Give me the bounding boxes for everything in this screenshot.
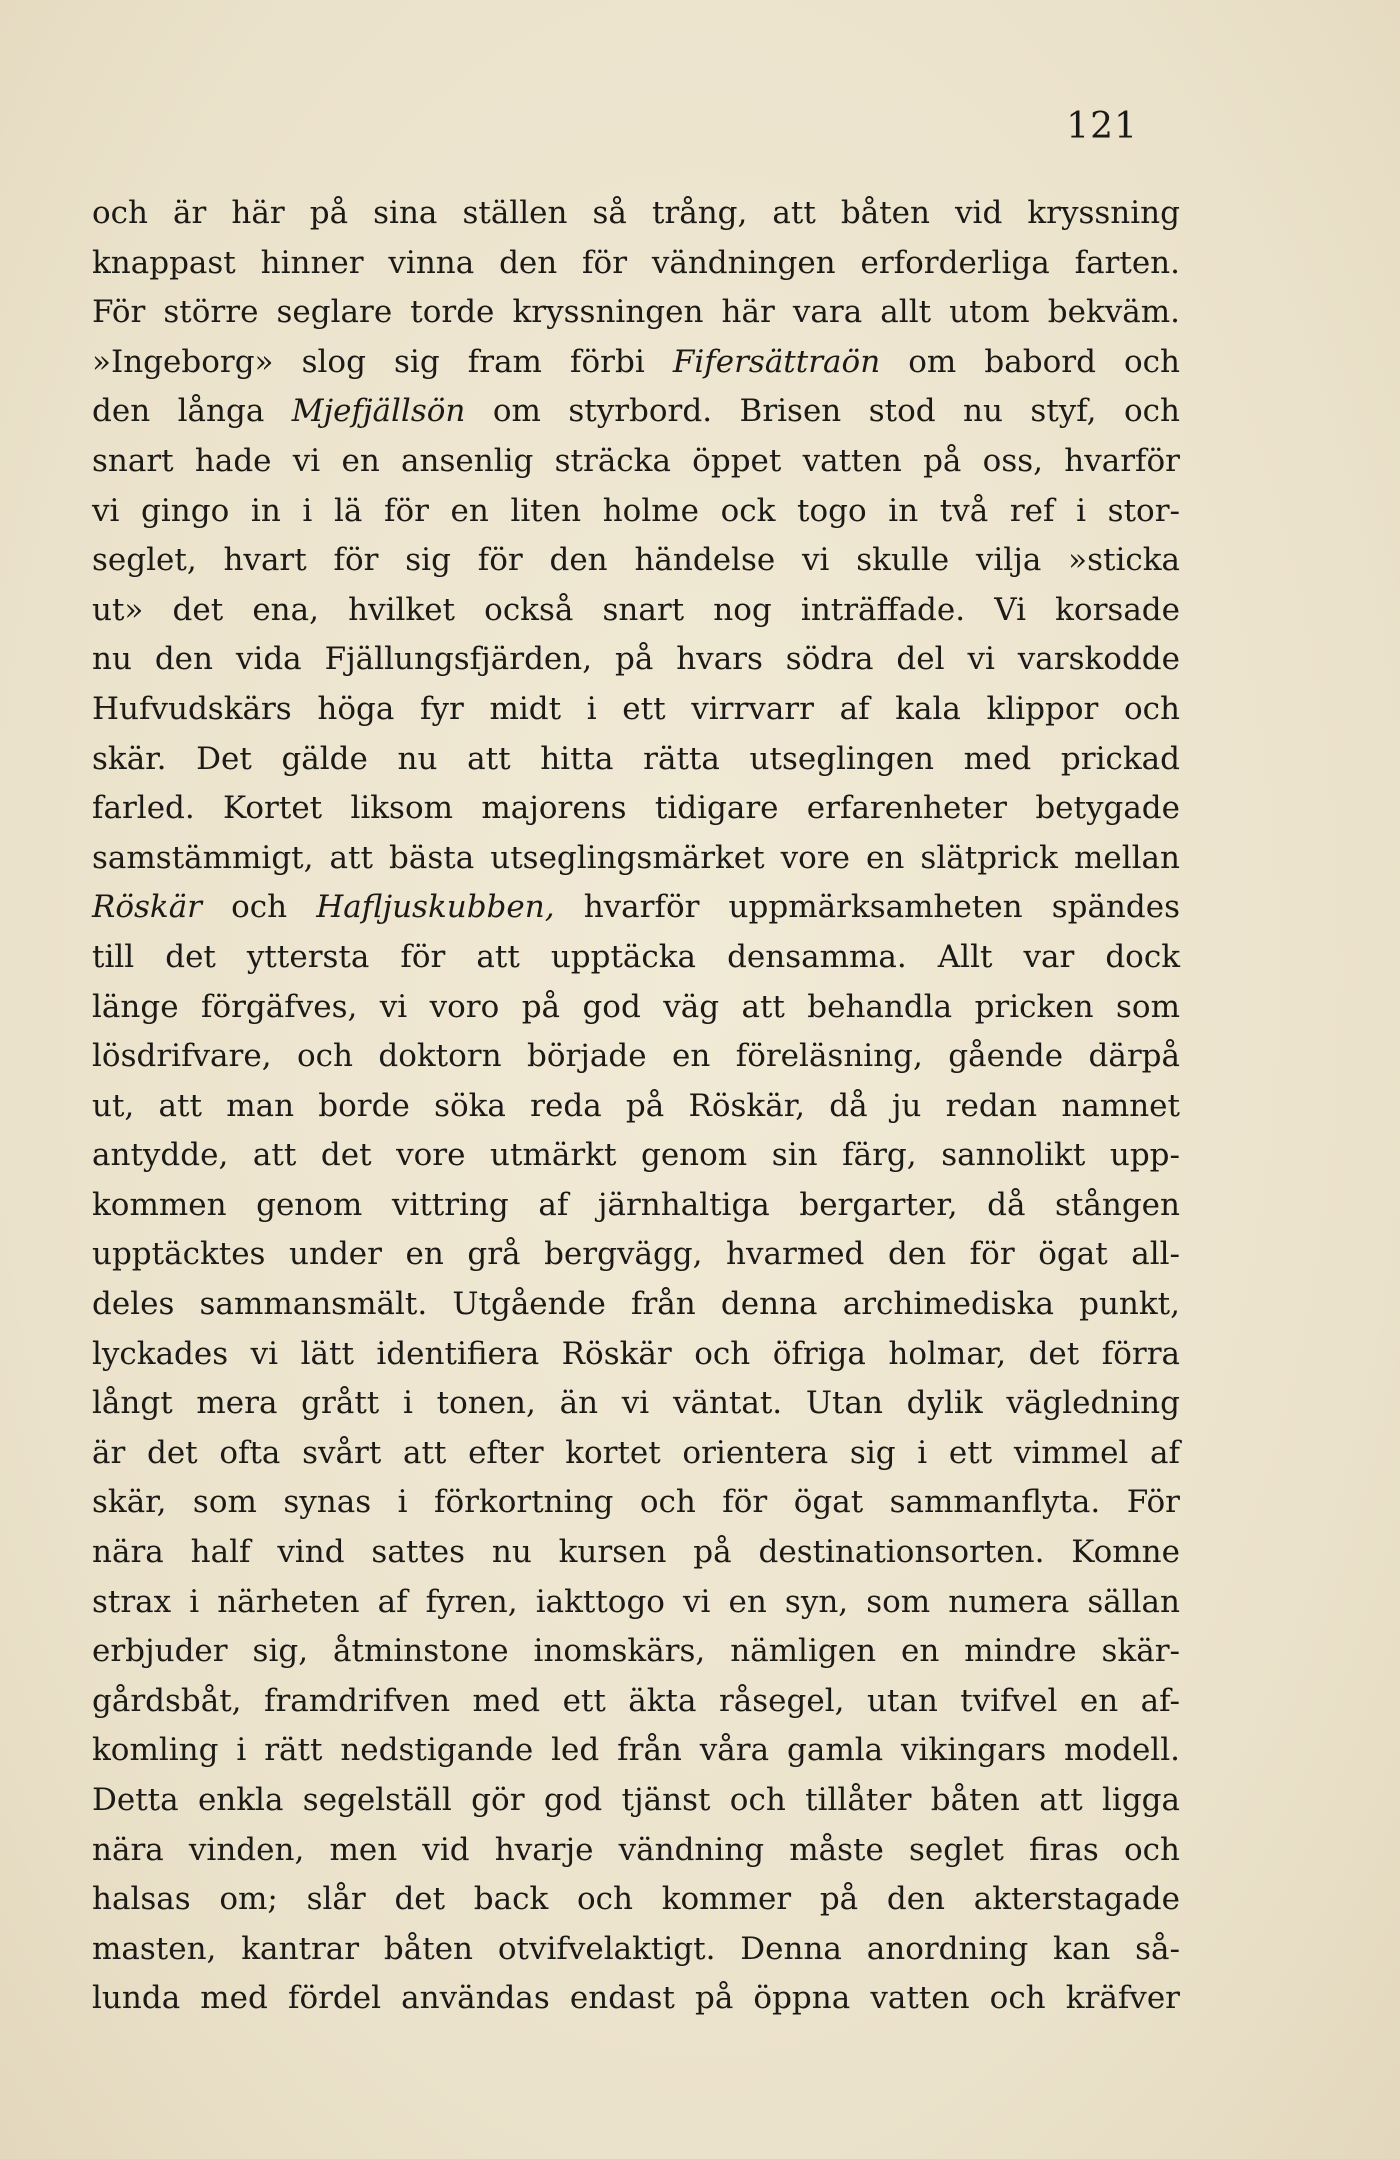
text-segment: strax i närheten af fyren, iakttogo vi en syn, som numera sällan: [92, 1583, 1180, 1620]
text-line: [92, 1478, 1180, 1528]
text-line: [92, 239, 1180, 289]
text-segment: kommen genom vittring af järnhaltiga bergarter, då stången: [92, 1186, 1180, 1223]
italic-place-name: Hafljuskubben,: [316, 889, 555, 926]
text-line: [92, 1032, 1180, 1082]
text-line: [92, 288, 1180, 338]
text-segment: Hufvudskärs höga fyr midt i ett virrvarr af kala klippor och: [92, 690, 1180, 727]
text-segment: lyckades vi lätt identifiera Röskär och öfriga holmar, det förra: [92, 1335, 1180, 1372]
text-line: [92, 586, 1180, 636]
text-segment: skär. Det gälde nu att hitta rätta utseglingen med prickad: [92, 740, 1180, 777]
text-line: [92, 1974, 1180, 2024]
body-text: [92, 189, 1180, 2024]
text-line: [92, 1330, 1180, 1380]
page-number: 121: [1066, 106, 1138, 147]
text-segment: lunda med fördel användas endast på öppna vatten och kräfver: [92, 1980, 1180, 2017]
italic-place-name: Röskär: [92, 889, 202, 926]
text-segment: är det ofta svårt att efter kortet orientera sig i ett vimmel af: [92, 1434, 1180, 1471]
text-segment: till det yttersta för att upptäcka densamma. Allt var dock: [92, 938, 1180, 975]
text-segment: vi gingo in i lä för en liten holme ock togo in två ref i stor-: [92, 492, 1180, 529]
text-line: [92, 1677, 1180, 1727]
text-segment: upptäcktes under en grå bergvägg, hvarmed den för ögat all-: [92, 1236, 1180, 1273]
text-line: [92, 1528, 1180, 1578]
text-segment: knappast hinner vinna den för vändningen erforderliga farten.: [92, 244, 1180, 281]
text-segment: För större seglare torde kryssningen här vara allt utom bekväm.: [92, 294, 1180, 331]
text-line: [92, 933, 1180, 983]
text-segment: erbjuder sig, åtminstone inomskärs, nämligen en mindre skär-: [92, 1633, 1180, 1670]
text-line: [92, 1776, 1180, 1826]
text-line: [92, 1230, 1180, 1280]
text-line: [92, 387, 1180, 437]
text-segment: och: [202, 889, 317, 926]
text-segment: »Ingeborg» slog sig fram förbi: [92, 343, 673, 380]
text-segment: Detta enkla segelställ gör god tjänst och tillåter båten att ligga: [92, 1782, 1180, 1818]
text-line: [92, 1925, 1180, 1975]
text-line: [92, 1379, 1180, 1429]
text-line: [92, 735, 1180, 785]
text-segment: nära vinden, men vid hvarje vändning måste seglet firas och: [92, 1831, 1180, 1868]
text-segment: den långa: [92, 393, 292, 430]
text-segment: farled. Kortet liksom majorens tidigare erfarenheter betygade: [92, 790, 1180, 827]
text-segment: seglet, hvart för sig för den händelse vi skulle vilja »sticka: [92, 542, 1180, 579]
text-line: [92, 1082, 1180, 1132]
text-segment: ut» det ena, hvilket också snart nog inträffade. Vi korsade: [92, 591, 1180, 628]
text-segment: samstämmigt, att bästa utseglingsmärket vore en slätprick mellan: [92, 839, 1180, 876]
text-segment: halsas om; slår det back och kommer på den akterstagade: [92, 1881, 1180, 1918]
text-line: [92, 1429, 1180, 1479]
text-line: [92, 883, 1180, 933]
text-line: [92, 338, 1180, 388]
text-line: [92, 536, 1180, 586]
text-line: [92, 1181, 1180, 1231]
text-segment: komling i rätt nedstigande led från våra gamla vikingars modell.: [92, 1732, 1180, 1769]
italic-place-name: Mjefjällsön: [291, 393, 466, 430]
text-line: [92, 685, 1180, 735]
text-segment: snart hade vi en ansenlig sträcka öppet vatten på oss, hvarför: [92, 442, 1180, 479]
text-segment: lösdrifvare, och doktorn började en föreläsning, gående därpå: [92, 1038, 1180, 1075]
text-segment: nära half vind sattes nu kursen på destinationsorten. Komne: [92, 1534, 1180, 1571]
text-line: [92, 834, 1180, 884]
text-segment: deles sammansmält. Utgående från denna archimediska punkt,: [92, 1286, 1180, 1323]
text-line: [92, 983, 1180, 1033]
text-line: [92, 1826, 1180, 1876]
text-segment: masten, kantrar båten otvifvelaktigt. Denna anordning kan så-: [92, 1930, 1180, 1967]
text-line: [92, 1131, 1180, 1181]
text-line: [92, 1627, 1180, 1677]
text-segment: gårdsbåt, framdrifven med ett äkta råsegel, utan tvifvel en af-: [92, 1682, 1180, 1719]
text-segment: om styrbord. Brisen stod nu styf, och: [465, 393, 1180, 430]
text-line: [92, 784, 1180, 834]
text-segment: ut, att man borde söka reda på Röskär, då ju redan namnet: [92, 1087, 1180, 1124]
text-line: [92, 635, 1180, 685]
text-segment: nu den vida Fjällungsfjärden, på hvars södra del vi varskodde: [92, 641, 1180, 678]
text-segment: antydde, att det vore utmärkt genom sin färg, sannolikt upp-: [92, 1137, 1180, 1174]
text-segment: om babord och: [880, 343, 1180, 380]
text-segment: hvarför uppmärksamheten spändes: [554, 889, 1180, 926]
text-segment: långt mera grått i tonen, än vi väntat. Utan dylik vägledning: [92, 1385, 1180, 1422]
text-line: [92, 437, 1180, 487]
text-segment: länge förgäfves, vi voro på god väg att behandla pricken som: [92, 988, 1180, 1025]
text-line: [92, 1726, 1180, 1776]
text-line: [92, 1875, 1180, 1925]
text-line: [92, 487, 1180, 537]
text-line: [92, 1280, 1180, 1330]
text-line: [92, 189, 1180, 239]
text-segment: skär, som synas i förkortning och för ögat sammanflyta. För: [92, 1484, 1180, 1521]
text-segment: och är här på sina ställen så trång, att båten vid kryssning: [92, 195, 1180, 231]
text-line: [92, 1578, 1180, 1628]
italic-place-name: Fifersättraön: [672, 343, 881, 380]
